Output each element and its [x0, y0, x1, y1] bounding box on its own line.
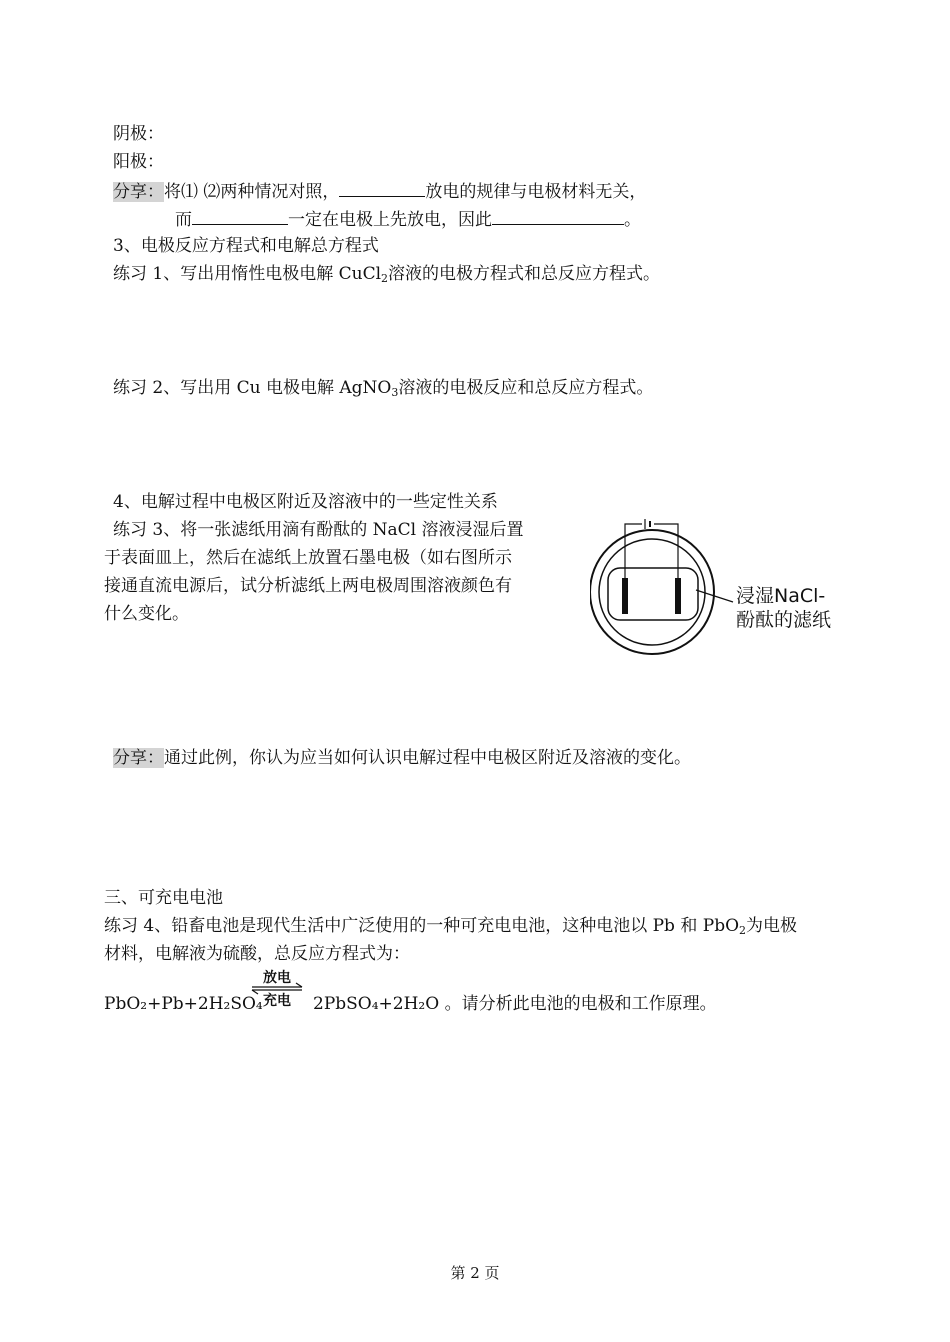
section-iii-heading: 三、可充电电池	[104, 888, 223, 908]
anode-line: 阳极：	[113, 152, 164, 172]
page-number: 第 2 页	[450, 1264, 500, 1282]
left-electrode	[622, 578, 628, 614]
figure-label-line-2: 酚酞的滤纸	[736, 609, 832, 631]
share-label: 分享：	[113, 748, 164, 768]
exercise-4-line-1: 练习 4、铅畜电池是现代生活中广泛使用的一种可充电电池，这种电池以 Pb 和 PbO$_2$为电极	[104, 916, 798, 937]
figure-label-line-1: 浸湿NaCl-	[736, 585, 826, 607]
exercise-3-line-1: 练习 3、将一张滤纸用滴有酚酞的 NaCl 溶液浸湿后置	[113, 520, 524, 540]
share1-line: 分享：将⑴ ⑵两种情况对照， 放电的规律与电极材料无关，	[113, 178, 646, 204]
share2-line: 分享：通过此例，你认为应当如何认识电解过程中电极区附近及溶液的变化。	[113, 748, 691, 768]
filter-paper	[608, 568, 698, 620]
right-electrode	[675, 578, 681, 614]
electrolysis-filter-paper-diagram	[590, 512, 860, 662]
exercise-3-line-4: 什么变化。	[104, 604, 189, 624]
fill-blank[interactable]	[339, 178, 425, 197]
fill-blank[interactable]	[192, 206, 288, 225]
share1-line-2: 而 一定在电极上先放电，因此 。	[175, 206, 641, 232]
equation-left: PbO₂+Pb+2H₂SO₄	[104, 994, 263, 1014]
charge-label: 充电	[263, 993, 291, 1008]
discharge-label: 放电	[263, 970, 291, 986]
exercise-3-line-2: 于表面皿上，然后在滤纸上放置石墨电极（如右图所示	[104, 548, 512, 568]
share-label: 分享：	[113, 182, 164, 202]
equation-right: 2PbSO₄+2H₂O 。请分析此电池的电极和工作原理。	[313, 994, 717, 1014]
section-4-heading: 4、电解过程中电极区附近及溶液中的一些定性关系	[113, 492, 498, 512]
exercise-3-line-3: 接通直流电源后，试分析滤纸上两电极周围溶液颜色有	[104, 576, 512, 596]
watch-glass-inner	[599, 539, 705, 645]
section-3-heading: 3、电极反应方程式和电解总方程式	[113, 236, 379, 256]
exercise-1: 练习 1、写出用惰性电极电解 CuCl$_2$溶液的电极方程式和总反应方程式。	[113, 264, 661, 285]
fill-blank[interactable]	[492, 206, 624, 225]
exercise-4-line-2: 材料，电解液为硫酸，总反应方程式为：	[104, 944, 410, 964]
battery-icon	[642, 519, 654, 529]
cathode-line: 阴极：	[113, 124, 164, 144]
exercise-2: 练习 2、写出用 Cu 电极电解 AgNO$_3$溶液的电极反应和总反应方程式。	[113, 378, 654, 399]
reversible-arrow-icon	[248, 968, 306, 1008]
